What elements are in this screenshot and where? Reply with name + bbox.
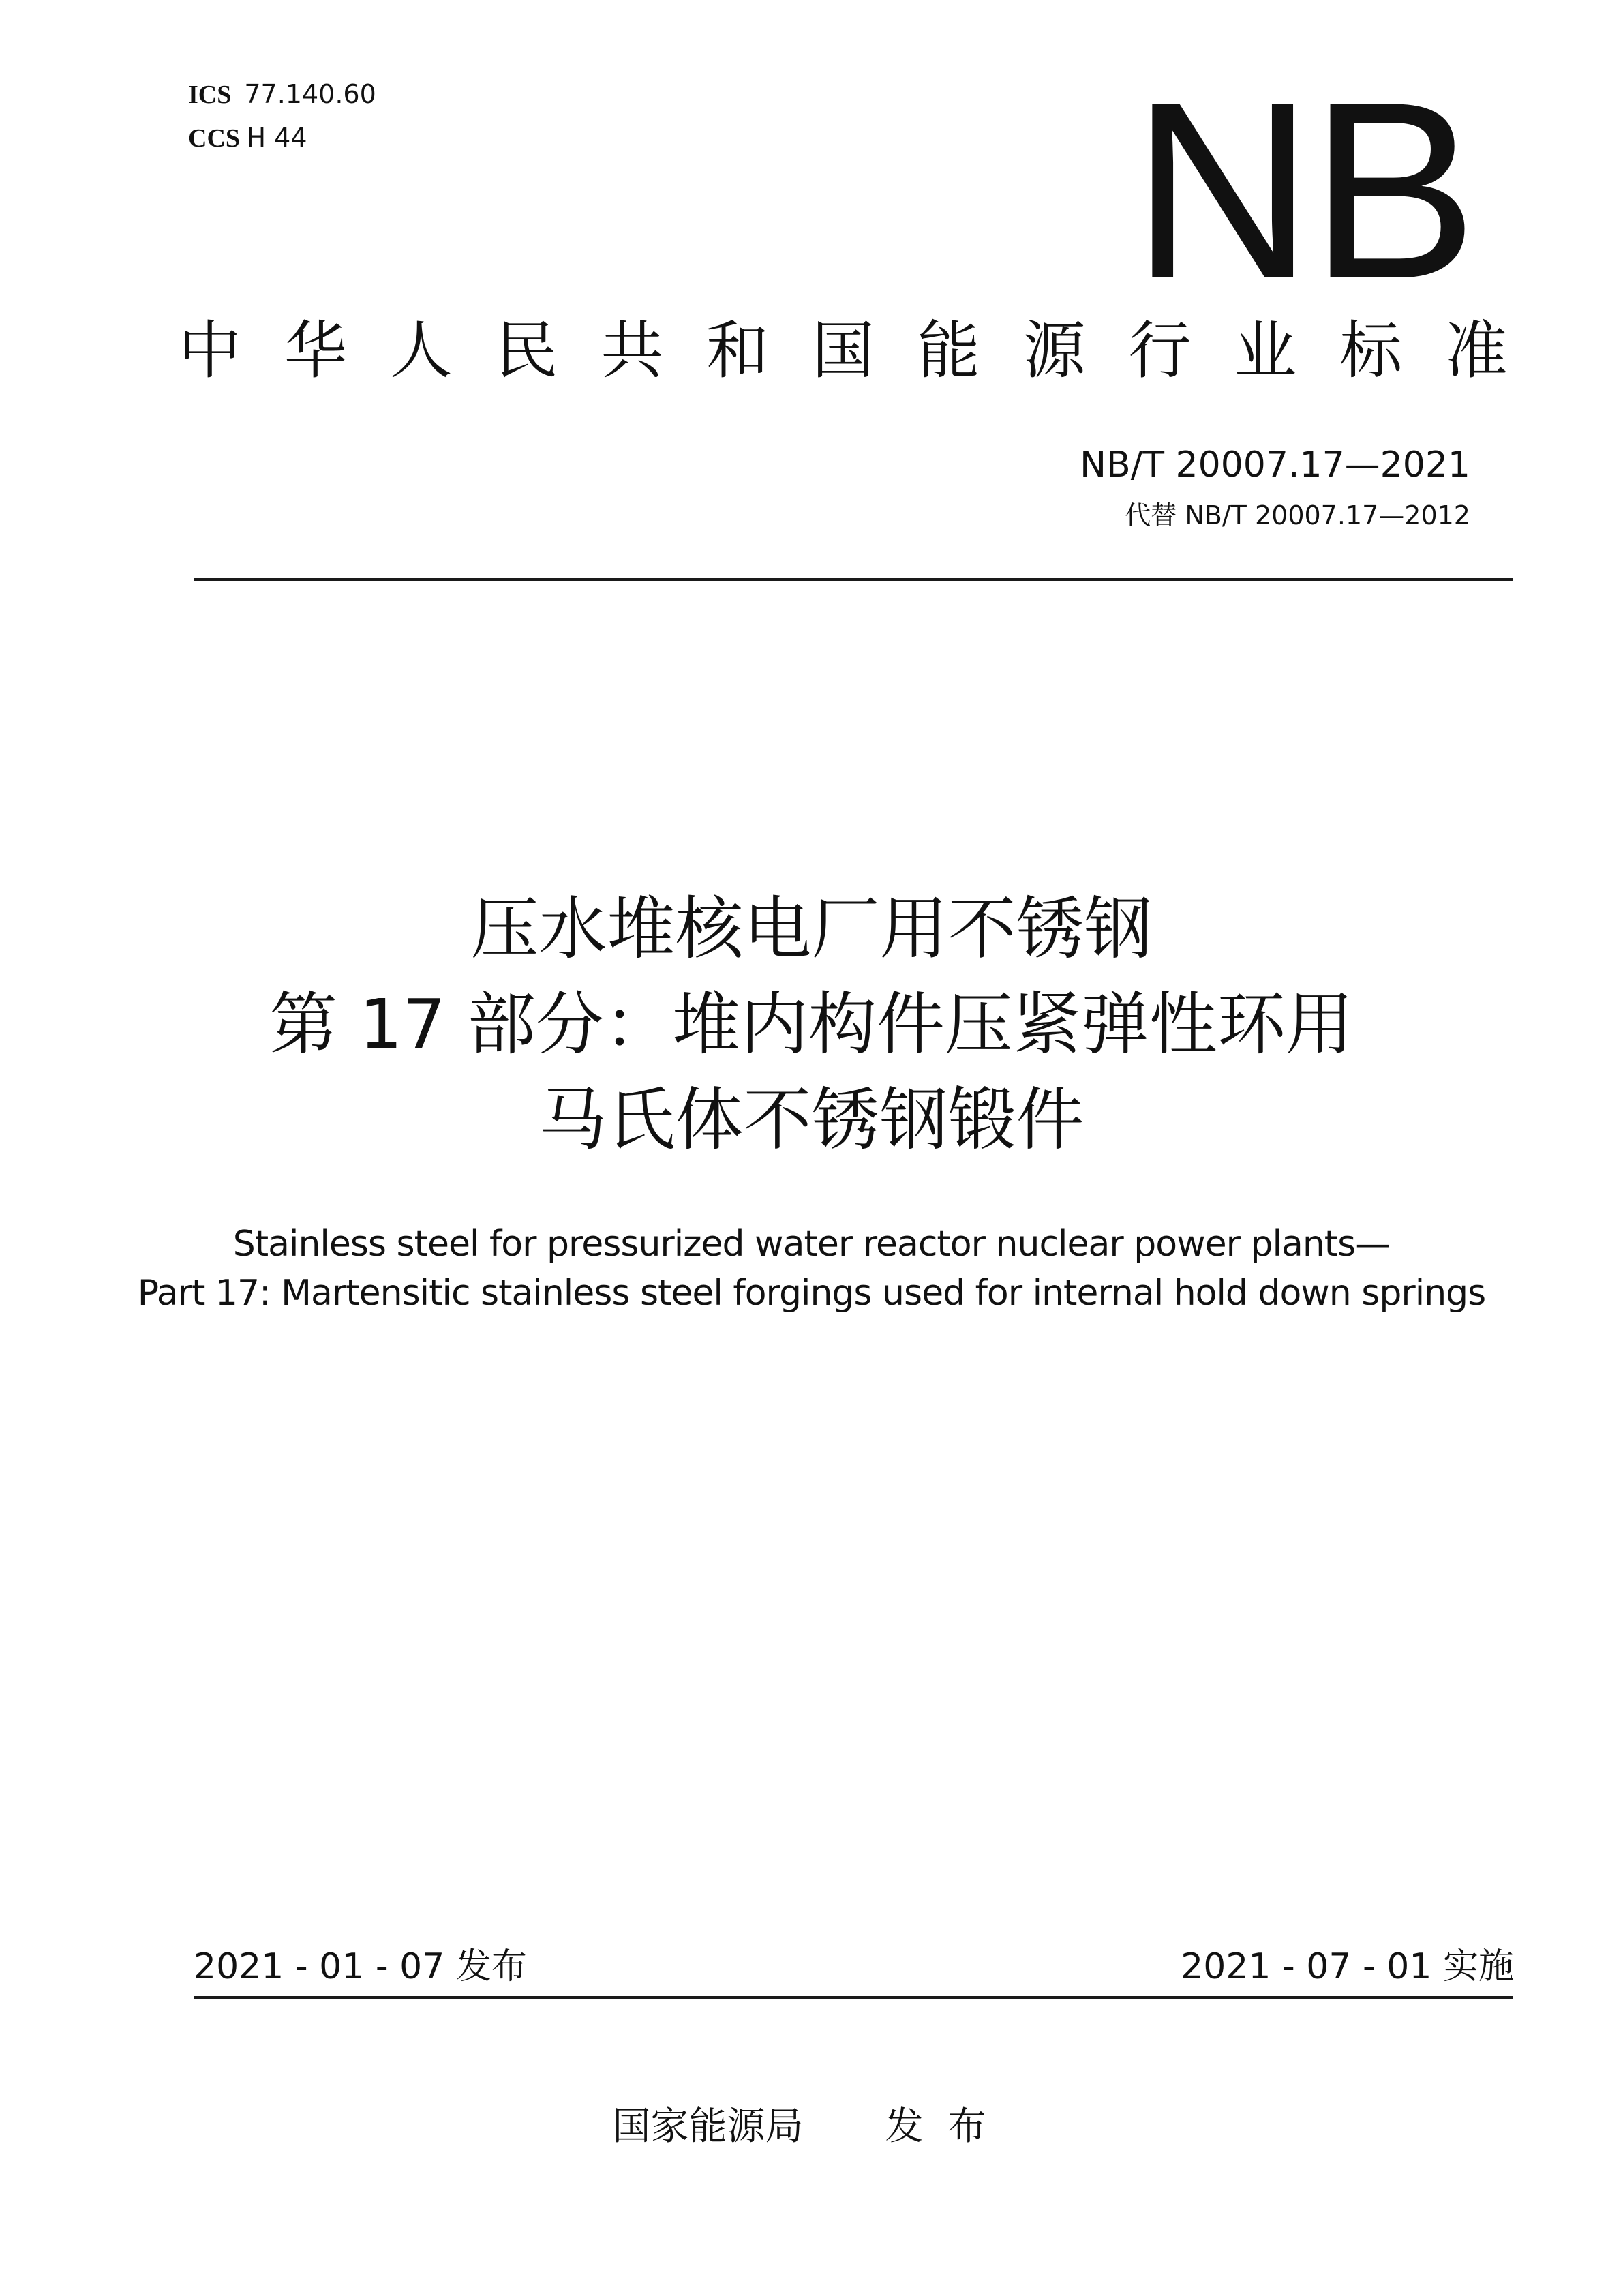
category-char: 和 xyxy=(706,314,770,387)
category-char: 行 xyxy=(1128,314,1192,387)
title-en-line-1: Stainless steel for pressurized water reactor nuclear power plants— xyxy=(232,1224,1391,1265)
title-zh-line-2: 第 17 部分：堆内构件压紧弹性环用 xyxy=(269,984,1354,1064)
nb-logo: NB xyxy=(1132,50,1474,331)
issue-date: 2021 - 01 - 07 发布 xyxy=(194,1946,527,1987)
category-char: 国 xyxy=(811,314,875,387)
standard-category-heading xyxy=(179,310,1508,392)
title-zh-line-1: 压水堆核电厂用不锈钢 xyxy=(470,889,1153,969)
title-en-line-2: Part 17: Martensitic stainless steel forgings used for internal hold down springs xyxy=(137,1273,1486,1314)
ccs-value: H 44 xyxy=(246,123,307,153)
category-char: 共 xyxy=(601,314,664,387)
category-char: 标 xyxy=(1339,314,1403,387)
issuer-action: 发布 xyxy=(885,2104,1011,2149)
ics-label: ICS xyxy=(188,80,232,109)
header-divider xyxy=(194,578,1513,581)
category-char: 中 xyxy=(179,314,242,387)
replaces-standard: 代替 NB/T 20007.17—2012 xyxy=(1125,500,1470,530)
implementation-date: 2021 - 07 - 01 实施 xyxy=(1181,1946,1514,1987)
category-char: 华 xyxy=(284,314,347,387)
standard-number: NB/T 20007.17—2021 xyxy=(1080,444,1470,485)
ics-value: 77.140.60 xyxy=(244,79,376,109)
issuer-name: 国家能源局 xyxy=(612,2104,804,2149)
ics-code xyxy=(188,79,376,110)
category-char: 人 xyxy=(389,314,453,387)
category-char: 源 xyxy=(1022,314,1086,387)
category-char: 准 xyxy=(1444,314,1508,387)
category-char: 业 xyxy=(1234,314,1297,387)
ccs-code xyxy=(188,123,307,153)
ccs-label: CCS xyxy=(188,124,241,153)
category-char: 能 xyxy=(917,314,980,387)
category-char: 民 xyxy=(495,314,558,387)
footer-divider xyxy=(194,1996,1513,1999)
issuer-line xyxy=(0,2100,1623,2154)
title-zh-line-3: 马氏体不锈钢锻件 xyxy=(539,1080,1084,1160)
